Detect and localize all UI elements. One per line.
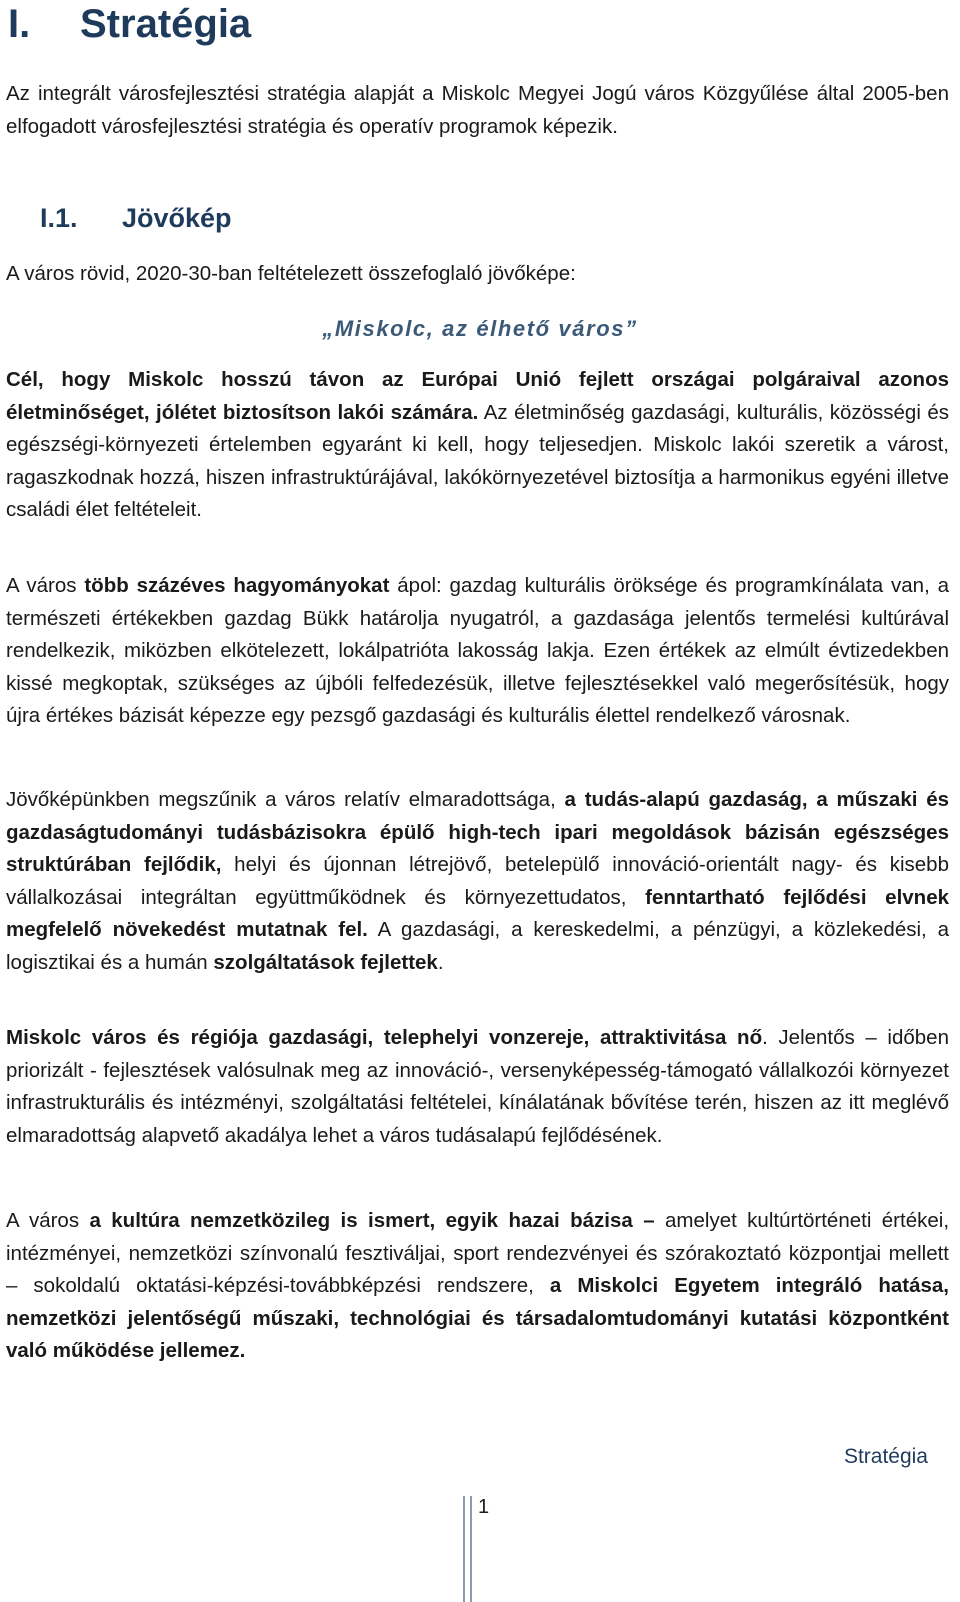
paragraph-traditions: [6, 570, 949, 733]
paragraph-economy-text-3: A gazdasági, a kereskedelmi, a pénzügyi, a közlekedési, a logisztikai és a humán: [6, 918, 950, 974]
paragraph-culture-text-2: amelyet kultúrtörténeti értékei, intézményei, nemzetközi színvonalú fesztiváljai, sport rendezvényei és szórakoztató központjai mellett – sokoldalú oktatási-képzési-továbbképzési rendszere,: [6, 1209, 950, 1298]
paragraph-economy-bold-1: a tudás-alapú gazdaság, a műszaki és gazdaságtudományi tudásbázisokra épülő high-tech ipari megoldások bázisán egészséges struktúrában fejlődik,: [6, 788, 949, 877]
paragraph-culture-bold-1: a kultúra nemzetközileg is ismert, egyik hazai bázisa –: [89, 1209, 655, 1232]
paragraph-economy-bold-2: fenntartható fejlődési elvnek megfelelő növekedést mutatnak fel.: [6, 885, 949, 942]
vision-intro: A város rövid, 2020-30-ban feltételezett összefoglaló jövőképe:: [6, 262, 576, 285]
paragraph-economy: [6, 784, 949, 980]
paragraph-attractiveness: [6, 1022, 949, 1152]
section-title: Jövőkép: [122, 203, 232, 233]
paragraph-traditions-bold-1: több százéves hagyományokat: [84, 574, 390, 597]
section-heading: [40, 198, 232, 238]
paragraph-culture-bold-2: a Miskolci Egyetem integráló hatása, nemzetközi jelentőségű műszaki, technológiai és társadalomtudományi kutatási központként való működése jellemez.: [6, 1274, 949, 1363]
paragraph-goal-text: Az életminőség gazdasági, kulturális, közösségi és egészségi-környezeti értelemben egyaránt ki kell, hogy teljesedjen. Miskolc lakói szeretik a várost, ragaszkodnak hozzá, hiszen infrastruktúrájával, lakókörnyezetével biztosítja a harmonikus egyéni illetve családi élet feltételeit.: [6, 400, 949, 522]
paragraph-attractiveness-bold-1: Miskolc város és régiója gazdasági, telephelyi vonzereje, attraktivitása nő: [6, 1026, 763, 1049]
page-number: 1: [478, 1496, 490, 1518]
paragraph-economy-bold-3: szolgáltatások fejlettek: [213, 950, 438, 974]
paragraph-traditions-text-1: A város: [6, 574, 85, 597]
paragraph-culture-text-1: A város: [6, 1209, 90, 1232]
chapter-heading: [8, 0, 251, 48]
paragraph-economy-text-4: .: [437, 950, 444, 974]
chapter-title: Stratégia: [80, 2, 252, 46]
chapter-number: I.: [8, 2, 31, 46]
footer-divider: [463, 1496, 472, 1602]
intro-paragraph: Az integrált városfejlesztési stratégia alapját a Miskolc Megyei Jogú város Közgyűlése által 2005-ben elfogadott városfejlesztési stratégia és operatív programok képezik.: [6, 82, 949, 138]
paragraph-attractiveness-text-1: . Jelentős – időben priorizált - fejlesztések valósulnak meg az innováció-, versenyképesség-támogató vállalkozói környezet infrastrukturális és intézményi, szolgáltatási feltételei, kínálatának bővítése terén, hiszen az itt meglévő elmaradottság alapvető akadálya lehet a város tudásalapú fejlődésének.: [6, 1026, 949, 1147]
paragraph-economy-text-1: Jövőképünkben megszűnik a város relatív elmaradottsága,: [6, 788, 565, 811]
section-number: I.1.: [40, 203, 78, 233]
paragraph-culture: [6, 1205, 949, 1368]
vision-motto: „Miskolc, az élhető város”: [322, 316, 638, 341]
paragraph-goal-bold: Cél, hogy Miskolc hosszú távon az Európai Unió fejlett országai polgáraival azonos életminőséget, jólétet biztosítson lakói számára.: [6, 368, 949, 424]
footer-section-title: Stratégia: [843, 1445, 928, 1468]
paragraph-economy-text-2: helyi és újonnan létrejövő, betelepülő innováció-orientált nagy- és kisebb vállalkozásai integráltan együttműködnek és környezettudatos,: [6, 853, 949, 909]
paragraph-goal: [6, 364, 949, 527]
paragraph-traditions-text-2: ápol: gazdag kulturális öröksége és programkínálata van, a természeti értékekben gazdag Bükk határolja nyugatról, a gazdasága jelentős termelési kultúrával rendelkezik, miközben elkötelezett, lokálpatrióta lakosság lakja. Ezen értékek az elmúlt évtizedekben kissé megkoptak, szükséges az újbóli felfedezésük, illetve fejlesztésekkel való megerősítésük, hogy újra értékes bázisát képezze egy pezsgő gazdasági és kulturális élettel rendelkező városnak.: [6, 574, 950, 728]
